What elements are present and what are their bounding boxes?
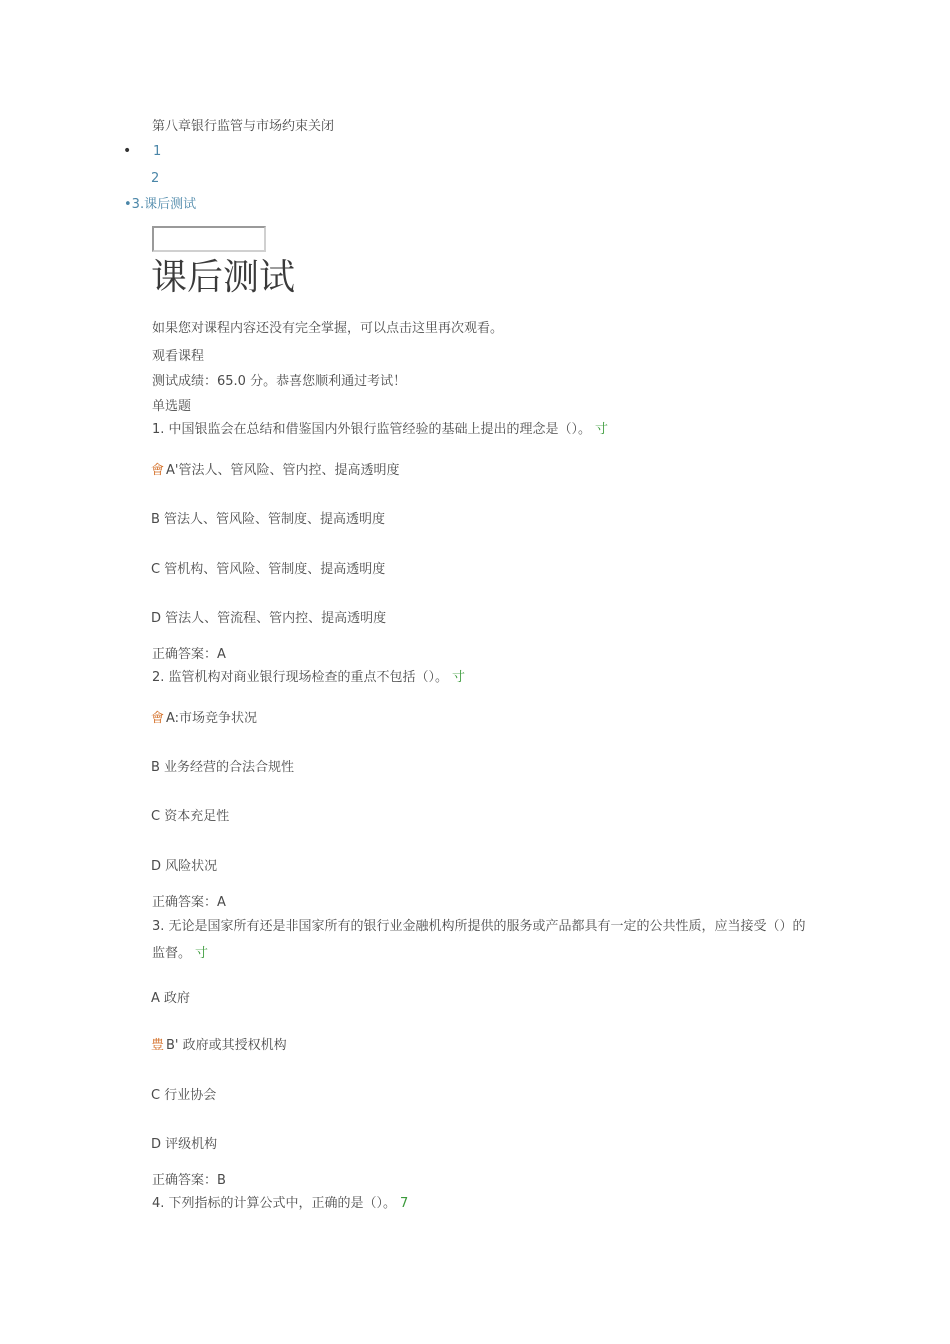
text-input[interactable] [152, 226, 266, 252]
option-1b[interactable]: B 管法人、管风险、管制度、提高透明度 [151, 512, 386, 527]
option-text: A'管法人、管风险、管内控、提高透明度 [166, 463, 400, 478]
option-2c[interactable]: C 资本充足性 [151, 809, 230, 824]
question-mark: 7 [400, 1196, 409, 1211]
question-mark: 寸 [195, 946, 209, 961]
question-1 [152, 421, 608, 439]
intro-text: 如果您对课程内容还没有完全掌握，可以点击这里再次观看。 [152, 321, 504, 336]
option-3a[interactable]: A 政府 [151, 991, 191, 1006]
option-1a[interactable] [151, 462, 399, 480]
correct-answer-3: 正确答案：B [152, 1173, 226, 1188]
question-2 [152, 669, 465, 687]
option-3b[interactable] [151, 1037, 287, 1055]
option-text: A:市场竞争状况 [166, 711, 258, 726]
question-4 [152, 1195, 408, 1213]
option-2a[interactable] [151, 710, 257, 728]
nav-item-1[interactable]: 1 [153, 144, 162, 159]
question-mark: 寸 [595, 422, 609, 437]
question-text: 1. 中国银监会在总结和借鉴国内外银行监管经验的基础上提出的理念是（）。 [152, 422, 592, 437]
question-text: 3. 无论是国家所有还是非国家所有的银行业金融机构所提供的服务或产品都具有一定的公共性质，应当接受（）的监督。 [152, 919, 806, 961]
option-3c[interactable]: C 行业协会 [151, 1088, 217, 1103]
option-text: B' 政府或其授权机构 [166, 1038, 287, 1053]
test-score: 测试成绩：65.0 分。恭喜您顺利通过考试！ [152, 374, 407, 389]
page-title: 课后测试 [151, 257, 296, 298]
option-1d[interactable]: D 管法人、管流程、管内控、提高透明度 [151, 611, 387, 626]
question-3 [152, 913, 817, 967]
option-2d[interactable]: D 风险状况 [151, 859, 218, 874]
selected-marker: 會 [151, 463, 165, 478]
correct-answer-2: 正确答案：A [152, 895, 226, 910]
selected-marker: 會 [151, 711, 165, 726]
correct-answer-1: 正确答案：A [152, 647, 226, 662]
option-3d[interactable]: D 评级机构 [151, 1137, 218, 1152]
question-text: 2. 监管机构对商业银行现场检查的重点不包括（）。 [152, 670, 449, 685]
watch-course-link[interactable]: 观看课程 [152, 349, 205, 364]
option-2b[interactable]: B 业务经营的合法合规性 [151, 760, 295, 775]
section-label: 单选题 [152, 399, 192, 414]
nav-bullet: • [123, 143, 132, 159]
option-1c[interactable]: C 管机构、管风险、管制度、提高透明度 [151, 562, 386, 577]
chapter-title: 第八章银行监管与市场约束关闭 [152, 119, 335, 134]
selected-marker: 豊 [151, 1038, 165, 1053]
nav-item-3[interactable]: •3.课后测试 [124, 197, 197, 212]
question-text: 4. 下列指标的计算公式中，正确的是（）。 [152, 1196, 397, 1211]
question-mark: 寸 [452, 670, 466, 685]
nav-item-2[interactable]: 2 [151, 171, 160, 186]
